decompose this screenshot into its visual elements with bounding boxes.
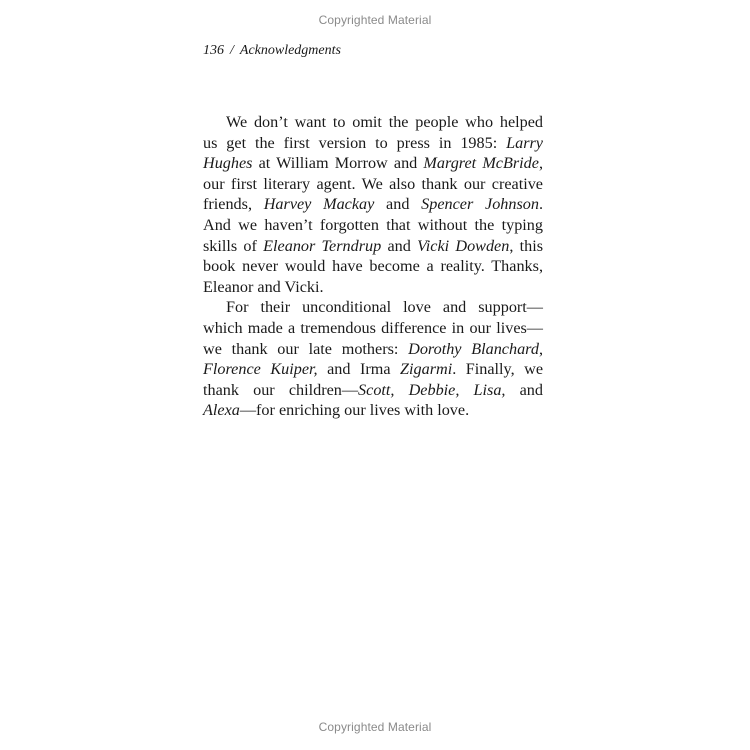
text-run: , — [538, 339, 543, 358]
text-line — [203, 339, 543, 360]
text-run: our first literary agent. We also thank our creative — [203, 174, 543, 193]
text-line — [203, 215, 543, 236]
text-run: And we haven’t forgotten that without the typing — [203, 215, 543, 234]
text-run: book never would have become a reality. Thanks, — [203, 257, 543, 276]
name-alexa: Alexa — [203, 401, 240, 420]
name-zigarmi: Zigarmi — [400, 360, 453, 379]
name-vicki-dowden: Vicki Dowden — [417, 236, 510, 255]
text-line — [203, 380, 543, 401]
text-line — [203, 112, 543, 133]
name-margret-mcbride: Margret McBride — [423, 154, 539, 173]
text-run: which made a tremendous difference in our lives— — [203, 318, 543, 337]
name-harvey-mackay: Harvey Mackay — [263, 195, 375, 214]
name-eleanor-terndrup: Eleanor Terndrup — [263, 236, 382, 255]
name-dorothy-blanchard: Dorothy Blanchard — [408, 339, 539, 358]
text-run: friends, — [203, 195, 264, 214]
running-head-separator: / — [230, 43, 234, 58]
text-run: We don’t want to omit the people who helped — [226, 113, 543, 131]
text-run: skills of — [203, 236, 264, 255]
names-children: Scott, Debbie, Lisa, — [358, 380, 506, 399]
text-line — [203, 277, 543, 298]
text-run: —for enriching our lives with love. — [239, 401, 470, 420]
text-line — [203, 400, 543, 421]
name-larry: Larry — [506, 133, 543, 152]
paragraph-1 — [203, 112, 543, 297]
paragraph-2 — [203, 297, 543, 421]
text-run: thank our children— — [203, 380, 359, 399]
copyright-watermark-top: Copyrighted Material — [318, 13, 432, 27]
text-run: Eleanor and Vicki. — [203, 277, 324, 296]
text-run: For their unconditional love and support— — [226, 298, 543, 317]
text-run: and — [381, 236, 418, 255]
text-run: we thank our late mothers: — [203, 339, 409, 358]
text-run: and — [374, 195, 422, 214]
text-run: . — [538, 195, 544, 214]
name-florence-kuiper: Florence Kuiper, — [203, 360, 318, 379]
name-spencer-johnson: Spencer Johnson — [421, 195, 539, 214]
text-run: at William Morrow and — [252, 154, 424, 173]
running-head — [203, 43, 341, 59]
section-title: Acknowledgments — [239, 43, 341, 58]
page-number: 136 — [203, 43, 224, 58]
text-line — [203, 359, 543, 380]
text-run: , — [538, 154, 543, 173]
text-line — [203, 194, 543, 215]
text-line — [203, 256, 543, 277]
acknowledgments-body — [203, 112, 543, 421]
text-line — [203, 174, 543, 195]
text-run: . Finally, we — [452, 360, 543, 379]
copyright-watermark-bottom: Copyrighted Material — [318, 720, 432, 734]
text-line — [203, 297, 543, 318]
text-line — [203, 133, 543, 154]
text-line — [203, 318, 543, 339]
text-line — [203, 236, 543, 257]
name-hughes: Hughes — [203, 154, 253, 173]
text-run: , this — [509, 236, 544, 255]
text-run: us get the first version to press in 1985: — [203, 133, 507, 152]
text-run: and Irma — [317, 360, 401, 379]
text-run: and — [505, 380, 543, 399]
text-line — [203, 153, 543, 174]
